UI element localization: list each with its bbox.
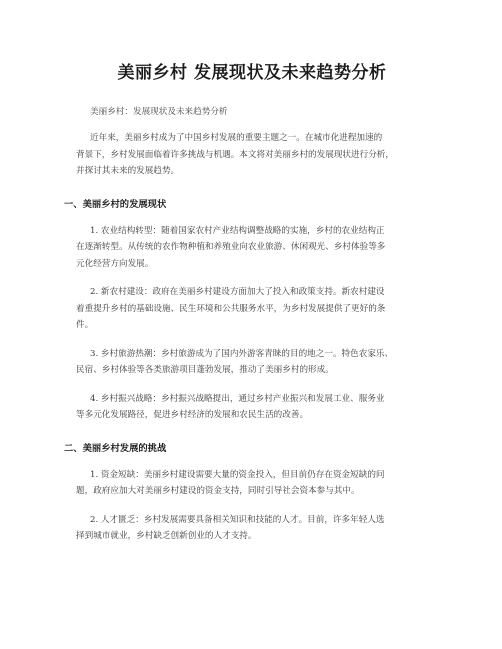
paragraph-line: 等多元化发展路径，促进乡村经济的发展和农民生活的改善。	[76, 410, 309, 420]
paragraph-line: 题，政府应加大对美丽乡村建设的资金支持，同时引导社会资本参与其中。	[76, 486, 360, 496]
paragraph-line: 2. 新农村建设：政府在美丽乡村建设方面加大了投入和政策支持。新农村建设	[90, 287, 385, 297]
status-item-4	[76, 391, 444, 424]
paragraph-line: 着重提升乡村的基础设施、民生环境和公共服务水平，为乡村发展提供了更好的条	[76, 303, 386, 314]
document-subtitle: 美丽乡村：发展现状及未来趋势分析	[90, 107, 228, 117]
status-item-3	[76, 346, 444, 379]
paragraph-line: 民宿、乡村体验等各类旅游项目蓬勃发展，推动了美丽乡村的形成。	[76, 365, 334, 375]
paragraph-line: 元化经营方向发展。	[76, 258, 154, 269]
challenge-item-1	[76, 467, 444, 500]
intro-line: 并探讨其未来的发展趋势。	[76, 166, 180, 176]
paragraph-line: 2. 人才匮乏：乡村发展需要具备相关知识和技能的人才。目前，许多年轻人选	[90, 514, 385, 525]
status-item-1	[76, 223, 444, 273]
paragraph-line: 择到城市就业，乡村缺乏创新创业的人才支持。	[76, 531, 257, 541]
paragraph-line: 件。	[76, 320, 94, 330]
paragraph-line: 1. 资金短缺：美丽乡村建设需要大量的资金投入，但目前仍存在资金短缺的问	[90, 469, 385, 480]
paragraph-line: 1. 农业结构转型：随着国家农村产业结构调整战略的实施，乡村的农业结构正	[90, 225, 385, 236]
status-item-2	[76, 284, 444, 334]
paragraph-line: 4. 乡村振兴战略：乡村振兴战略提出，通过乡村产业振兴和发展工业、服务业	[90, 393, 385, 404]
intro-paragraph	[76, 130, 444, 180]
paragraph-line: 在逐渐转型。从传统的农作物种植和养殖业向农业旅游、休闲观光、乡村体验等多	[76, 242, 386, 252]
challenge-item-2	[76, 512, 444, 545]
intro-line: 近年来，美丽乡村成为了中国乡村发展的重要主题之一。在城市化进程加速的	[90, 133, 383, 143]
paragraph-line: 3. 乡村旅游热潮：乡村旅游成为了国内外游客青睐的目的地之一。特色农家乐、	[90, 348, 394, 359]
document-title: 美丽乡村 发展现状及未来趋势分析	[117, 63, 387, 83]
intro-line: 背景下，乡村发展面临着许多挑战与机遇。本文将对美丽乡村的发展现状进行分析，	[76, 149, 394, 160]
section-heading-status: 一、美丽乡村的发展现状	[64, 198, 167, 210]
section-heading-challenges: 二、美丽乡村发展的挑战	[64, 442, 167, 454]
